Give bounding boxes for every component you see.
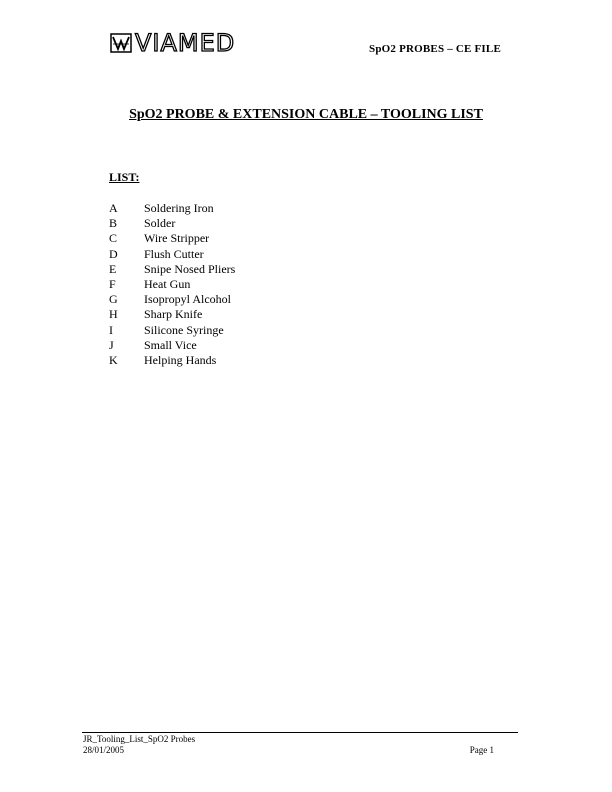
list-item [109, 323, 235, 338]
item-name: Isopropyl Alcohol [144, 292, 231, 307]
item-letter: I [109, 322, 113, 337]
item-name: Heat Gun [144, 276, 191, 291]
footer-info [83, 734, 195, 756]
footer-divider [82, 732, 518, 733]
list-item [109, 262, 235, 277]
item-letter: K [109, 352, 118, 367]
page-title: SpO2 PROBE & EXTENSION CABLE – TOOLING LIST [129, 107, 483, 122]
list-item [109, 353, 235, 368]
viamed-logo-mark-icon [110, 33, 132, 53]
item-name: Soldering Iron [144, 201, 214, 215]
footer-date: 28/01/2005 [83, 745, 125, 755]
footer-page-number: Page 1 [469, 745, 494, 755]
item-letter: A [109, 201, 118, 215]
item-letter: D [109, 246, 118, 261]
list-item [109, 216, 235, 231]
viamed-logo [110, 30, 235, 56]
list-item [109, 307, 235, 322]
list-item [109, 201, 235, 216]
item-letter: F [109, 276, 116, 291]
footer-filename: JR_Tooling_List_SpO2 Probes [83, 734, 196, 744]
item-letter: E [109, 261, 117, 276]
item-letter: J [109, 337, 114, 352]
logo-text: VIAMED [135, 29, 236, 57]
item-name: Wire Stripper [144, 231, 210, 246]
item-name: Helping Hands [144, 352, 217, 367]
item-name: Snipe Nosed Pliers [144, 261, 236, 276]
item-letter: C [109, 231, 118, 246]
list-item [109, 277, 235, 292]
list-heading: LIST: [109, 170, 140, 184]
list-item [109, 247, 235, 262]
list-item [109, 338, 235, 353]
item-name: Sharp Knife [144, 307, 203, 322]
item-letter: B [109, 216, 118, 231]
item-name: Silicone Syringe [144, 322, 224, 337]
list-item [109, 231, 235, 246]
item-name: Small Vice [144, 337, 197, 352]
item-letter: G [109, 292, 118, 307]
tooling-list [109, 201, 235, 368]
item-name: Flush Cutter [144, 246, 204, 261]
header-file-label: SpO2 PROBES – CE FILE [369, 43, 501, 55]
list-item [109, 292, 235, 307]
item-name: Solder [144, 216, 176, 231]
item-letter: H [109, 307, 118, 322]
